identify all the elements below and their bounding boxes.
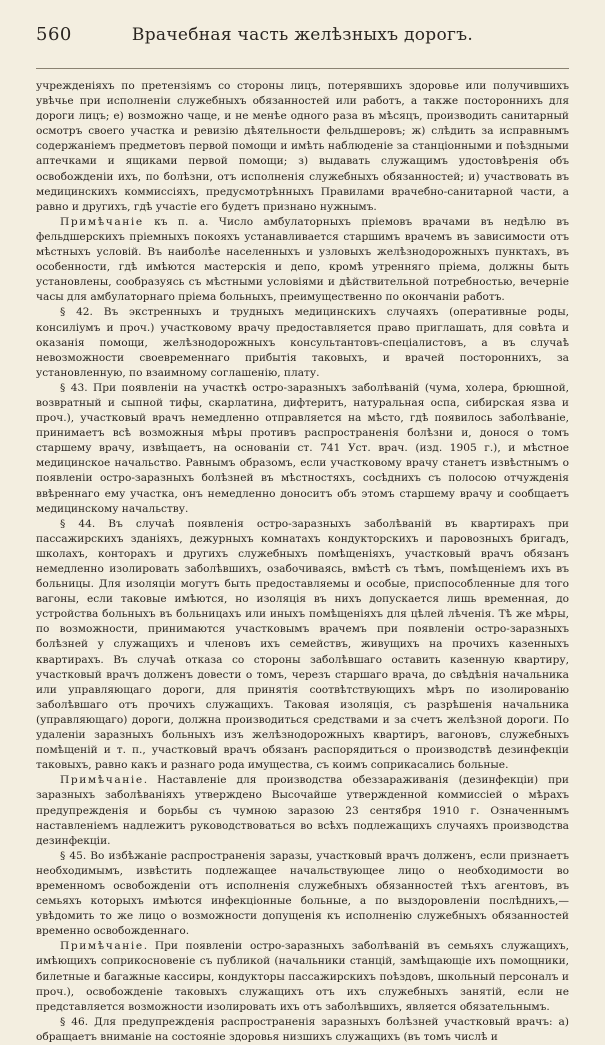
paragraph-text: § 44. Въ случаѣ появленія остро-заразныхъ заболѣваній въ квартирахъ при пассажирскихъ зданіяхъ, дежурныхъ комнатахъ кондукторскихъ и паровозныхъ бригадъ, школахъ, конторахъ и другихъ служебныхъ помѣщеніяхъ, участковый врачъ обязанъ немедленно изолировать заболѣвшихъ, озабочиваясь, вмѣстѣ съ тѣмъ, помѣщеніемъ ихъ въ больницы. Для изоляціи могутъ быть предоставляемы и особые, приспособленные для того вагоны, если таковые имѣются, но изоляція въ нихъ допускается лишь временная, до устройства больныхъ въ больницахъ или иныхъ помѣщеніяхъ для цѣлей лѣченія. Тѣ же мѣры, по возможности, принимаются участковымъ врачемъ при появленіи остро-заразныхъ болѣзней у служащихъ и членовъ ихъ семействъ, живущихъ на прочихъ казенныхъ квартирахъ. Въ случаѣ отказа со стороны заболѣвшаго оставить казенную квартиру, участковый врачъ долженъ довести о томъ, черезъ старшаго врача, до свѣдѣнія начальника или управляющаго дороги, для принятія соотвѣтствующихъ мѣръ по изолированію заболѣвшаго отъ прочихъ служащихъ. Таковая изоляція, съ разрѣшенія начальника (управляющаго) дороги, должна производиться средствами и за счетъ желѣзной дороги. По удаленіи заразныхъ больныхъ изъ желѣзнодорожныхъ квартиръ, вагоновъ, служебныхъ помѣщеній и т. п., участковый врачъ обязанъ распорядиться о производствѣ дезинфекціи таковыхъ, равно какъ и разнаго рода имущества, съ коимъ соприкасались больные. [36,517,569,772]
section-paragraph-45 [36,849,569,940]
note-label: Примѣчаніе [60,215,144,228]
paragraph-text: § 45. Во избѣжаніе распространенія заразы, участковый врачъ долженъ, если признаетъ необходимымъ, извѣстить подлежащее начальствующее лицо о необходимости во временномъ освобожденіи отъ исполненія служебныхъ обязанностей тѣхъ агентовъ, въ семьяхъ которыхъ имѣются инфекціонные больные, а по выздоровленіи послѣднихъ,— увѣдомить то же лицо о возможности допущенія къ исполненію служебныхъ обязанностей временно освобожденнаго. [36,849,569,938]
note-paragraph [36,215,569,306]
page-header [36,24,569,69]
paragraph-text: . При появленіи остро-заразныхъ заболѣваній въ семьяхъ служащихъ, имѣющихъ соприкосновеніе съ публикой (начальники станцій, замѣщающіе ихъ помощники, билетные и багажные кассиры, кондукторы пассажирскихъ поѣздовъ, школьный персоналъ и проч.), освобожденіе таковыхъ служащихъ отъ ихъ служебныхъ занятій, если не представляется возможности изолировать ихъ отъ заболѣвшихъ, является обязательнымъ. [36,940,569,1013]
note-label: Примѣчаніе [60,940,144,953]
note-paragraph [36,773,569,848]
page-body [36,79,569,1045]
note-paragraph [36,939,569,1014]
running-title: Врачебная часть желѣзныхъ дорогъ. [131,25,474,45]
section-paragraph-44 [36,517,569,774]
paragraph-text: учрежденіяхъ по претензіямъ со стороны лицъ, потерявшихъ здоровье или получившихъ увѣчье при исполненіи служебныхъ обязанностей или работъ, а также постороннихъ для дороги лицъ; е) возможно чаще, и не менѣе одного раза въ мѣсяцъ, производить санитарный осмотръ своего участка и ревизію дѣятельности фельдшеровъ; ж) слѣдить за исправнымъ содержаніемъ предметовъ первой помощи и имѣть наблюденіе за станціонными и поѣздными аптечками и ящиками первой помощи; з) выдавать служащимъ удостовѣренія объ освобожденіи ихъ, по болѣзни, отъ исполненія служебныхъ обязанностей; и) участвовать въ медицинскихъ коммиссіяхъ, предусмотрѣнныхъ Правилами врачебно-санитарной части, а равно и другихъ, гдѣ участіе его будетъ признано нужнымъ. [36,80,569,213]
paragraph-text: . Наставленіе для производства обеззараживанія (дезинфекціи) при заразныхъ заболѣваніяхъ утверждено Высочайше утвержденной коммиссіей о мѣрахъ предупрежденія и борьбы съ чумною заразою 23 сентября 1910 г. Означеннымъ наставленіемъ надлежитъ руководствоваться во всѣхъ подлежащихъ случаяхъ производства дезинфекціи. [36,774,569,847]
page-number: 560 [36,24,72,45]
paragraph-text: § 43. При появленіи на участкѣ остро-заразныхъ заболѣваній (чума, холера, брюшной, возвратный и сыпной тифы, скарлатина, дифтеритъ, натуральная оспа, сибирская язва и проч.), участковый врачъ немедленно отправляется на мѣсто, гдѣ появилось заболѣваніе, принимаетъ всѣ возможныя мѣры противъ распространенія болѣзни и, донося о томъ старшему врачу, извѣщаетъ, на основаніи ст. 741 Уст. врач. (изд. 1905 г.), и мѣстное медицинское начальство. Равнымъ образомъ, если участковому врачу станетъ извѣстнымъ о появленіи остро-заразныхъ болѣзней въ мѣстностяхъ, сосѣднихъ съ полосою отчужденія ввѣреннаго ему участка, онъ немедленно доноситъ объ этомъ старшему врачу и сообщаетъ медицинскому начальству. [36,381,569,515]
paragraph-text: § 42. Въ экстренныхъ и трудныхъ медицинскихъ случаяхъ (оперативные роды, консиліумъ и проч.) участковому врачу предоставляется право приглашать, для совѣта и оказанія помощи, желѣзнодорожныхъ консультантовъ-спеціалистовъ, а въ случаѣ невозможности своевременнаго прибытія таковыхъ, и врачей постороннихъ, за установленную, по взаимному соглашенію, плату. [36,306,569,379]
paragraph-text: § 46. Для предупрежденія распространенія заразныхъ болѣзней участковый врачъ: а) обращаетъ вниманіе на состояніе здоровья низшихъ служащихъ (въ томъ числѣ и [36,1015,569,1043]
section-paragraph-46 [36,1015,569,1045]
paragraph-text: къ п. а. Число амбулаторныхъ пріемовъ врачами въ недѣлю въ фельдшерскихъ пріемныхъ покояхъ устанавливается старшимъ врачемъ въ зависимости отъ мѣстныхъ условій. Въ наиболѣе населенныхъ и узловыхъ желѣзнодорожныхъ пунктахъ, въ особенности, гдѣ имѣются мастерскія и депо, кромѣ утренняго пріема, должны быть установлены, сообразуясь съ мѣстными условіями и дѣйствительной потребностью, вечерніе часы для амбулаторнаго пріема больныхъ, преимущественно по окончаніи работъ. [36,215,569,304]
paragraph [36,79,569,215]
note-label: Примѣчаніе [60,774,144,787]
section-paragraph-43 [36,381,569,517]
section-paragraph-42 [36,305,569,380]
